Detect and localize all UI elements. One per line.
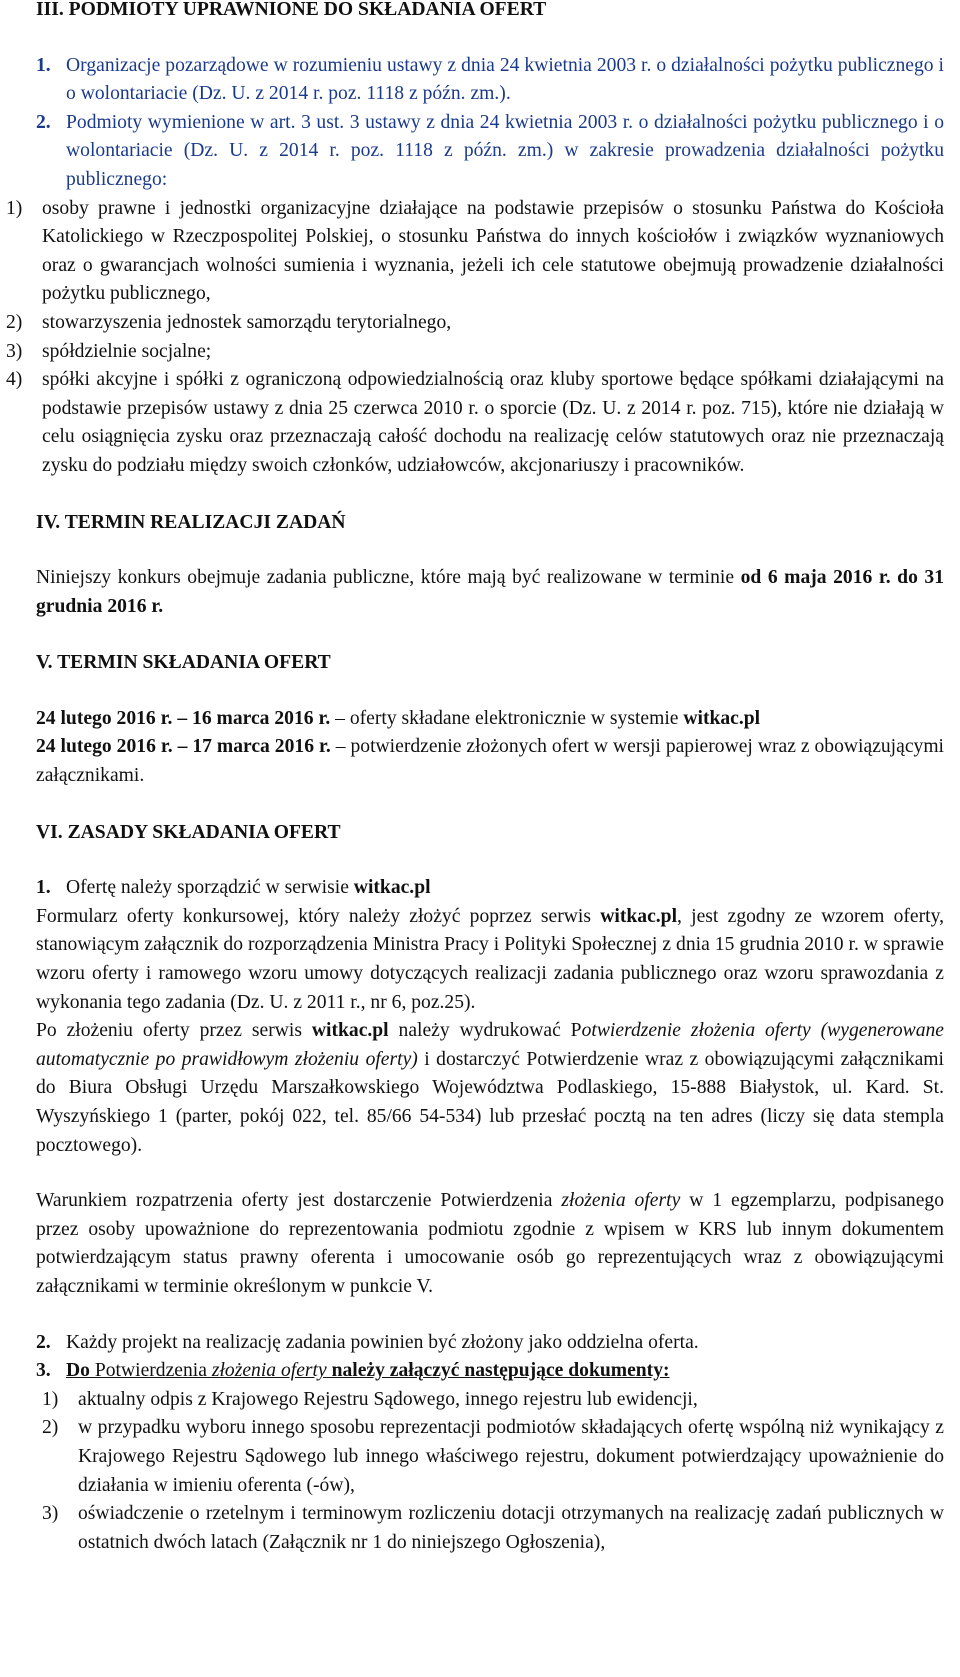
section-6-item-1 [36, 874, 944, 903]
print-paragraph [36, 1017, 944, 1160]
item-text-part: Ofertę należy sporządzić w serwisie [66, 877, 354, 899]
term-dates: od 6 maja 2016 r. do 31 grudnia 2016 r. [36, 567, 944, 617]
subitem-text: aktualny odpis z Krajowego Rejestru Sądowego, innego rejestru lub ewidencji, [78, 1388, 698, 1410]
subitem-text: spółdzielnie socjalne; [42, 340, 212, 362]
site-name: witkac.pl [600, 905, 678, 927]
subitem-text: spółki akcyjne i spółki z ograniczoną odpowiedzialnością oraz kluby sportowe będące spółkami działającymi na podstawie przepisów ustawy z dnia 25 czerwca 2010 r. o sporcie (Dz. U. z 2014 r. poz. 715), które nie działają w celu osiągnięcia zysku oraz przeznaczają całość dochodu na realizację celów statutowych oraz nie przeznaczają zysku do podziału między swoich członków, udziałowców, akcjonariuszy i pracowników. [42, 369, 944, 476]
condition-text-italic: złożenia oferty [561, 1190, 681, 1212]
item-italic: złożenia oferty [211, 1360, 327, 1382]
print-text-italic: otwierdzenie złożenia oferty (wygenerowane automatycznie po prawidłowym złożeniu oferty) [36, 1020, 944, 1070]
section-3-item-1 [36, 52, 944, 109]
item-do: Do [66, 1360, 90, 1382]
item-text [66, 109, 944, 195]
section-3-subitem-2 [6, 309, 944, 338]
item-number: 1. [36, 54, 51, 76]
item-number: 1. [36, 877, 51, 899]
deadline-line-1 [36, 705, 944, 734]
print-text-b: należy wydrukować P [388, 1020, 582, 1042]
deadline-dates: 24 lutego 2016 r. – 17 marca 2016 r. [36, 736, 331, 758]
item-number: 3. [36, 1360, 51, 1382]
section-4-text [36, 564, 944, 621]
term-text: Niniejszy konkurs obejmuje zadania publiczne, które mają być realizowane w terminie [36, 567, 741, 589]
print-text-c: i dostarczyć Potwierdzenie wraz z obowiązującymi załącznikami do Biura Obsługi Urzędu Marszałkowskiego Województwa Podlaskiego, 15-888 Białystok, ul. Kard. St. Wyszyńskiego 1 (parter, pokój 022, tel. 85/66 54-534) lub przesłać pocztą na ten adres (liczy się data stempla pocztowego). [36, 1048, 944, 1156]
item-number: 2. [36, 111, 51, 133]
form-paragraph [36, 903, 944, 1017]
section-6-heading: VI. ZASADY SKŁADANIA OFERT [36, 821, 341, 843]
section-6-item-2 [36, 1329, 944, 1358]
section-3-heading: III. PODMIOTY UPRAWNIONE DO SKŁADANIA OFERT [36, 0, 547, 20]
item-number: 2. [36, 1331, 51, 1353]
print-text-a: Po złożeniu oferty przez serwis [36, 1020, 312, 1042]
document-item-1 [36, 1386, 944, 1415]
deadline-dates: 24 lutego 2016 r. – 16 marca 2016 r. [36, 707, 331, 729]
site-name: witkac.pl [683, 707, 761, 729]
condition-text-b: w 1 egzemplarzu, podpisanego przez osoby upoważnione do reprezentowania podmiotu zgodnie z wpisem w KRS lub innym dokumentem potwierdzającym status prawny oferenta i umocowanie osób go reprezentujących wraz z obowiązującymi załącznikami w terminie określonym w punkcie V. [36, 1190, 945, 1297]
subitem-number: 4) [6, 369, 23, 391]
subitem-number: 3) [6, 340, 23, 362]
deadline-line-2 [36, 733, 944, 790]
subitem-number: 1) [42, 1388, 59, 1410]
subitem-number: 3) [42, 1503, 59, 1525]
subitem-text: stowarzyszenia jednostek samorządu terytorialnego, [42, 311, 452, 333]
document-item-3 [36, 1500, 944, 1557]
subitem-number: 2) [6, 311, 23, 333]
condition-text-a: Warunkiem rozpatrzenia oferty jest dostarczenie Potwierdzenia [36, 1190, 562, 1212]
item-bold: należy załączyć następujące dokumenty: [326, 1360, 670, 1382]
item-text: Organizacje pozarządowe w rozumieniu ustawy z dnia 24 kwietnia 2003 r. o działalności pożytku publicznego i o wolontariacie (Dz. U. z 2014 r. poz. 1118 z późn. zm.). [66, 54, 944, 105]
subitem-number: 1) [6, 197, 23, 219]
subitem-text: w przypadku wyboru innego sposobu reprezentacji podmiotów składających ofertę wspólną niż wynikający z Krajowego Rejestru Sądowego lub innego właściwego rejestru, dokument potwierdzający upoważnienie do działania w imieniu oferenta (-ów), [78, 1417, 944, 1496]
form-text-b: , jest zgodny ze wzorem oferty, stanowiącym załącznik do rozporządzenia Ministra Pracy i Polityki Społecznej z dnia 15 grudnia 2010 r. w sprawie wzoru oferty i ramowego wzoru umowy dotyczących realizacji zadania publicznego oraz wzoru sprawozdania z wykonania tego zadania (Dz. U. z 2011 r., nr 6, poz.25). [36, 905, 944, 1013]
subitem-text: oświadczenie o rzetelnym i terminowym rozliczeniu dotacji otrzymanych na realizację zadań publicznych w ostatnich dwóch latach (Załącznik nr 1 do niniejszego Ogłoszenia), [78, 1503, 944, 1553]
subitem-number: 2) [42, 1417, 59, 1439]
site-name: witkac.pl [353, 877, 431, 899]
deadline-text: – oferty składane elektronicznie w systemie [330, 707, 684, 729]
site-name: witkac.pl [311, 1020, 389, 1042]
item-text [66, 1357, 944, 1386]
document-body [6, 0, 945, 1557]
section-3-subitem-3 [6, 338, 944, 367]
subitem-text: osoby prawne i jednostki organizacyjne działające na podstawie przepisów o stosunku Państwa do Kościoła Katolickiego w Rzeczpospolitej Polskiej, o stosunku Państwa do innych kościołów i związków wyznaniowych oraz o gwarancjach wolności sumienia i wyznania, jeżeli ich cele statutowe obejmują prowadzenie działalności pożytku publicznego, [42, 197, 944, 305]
document-item-2 [36, 1414, 944, 1500]
item-text-part: Podmioty wymienione w art. 3 ust. 3 ustawy z dnia 24 kwietnia 2003 r. o działalności pożytku publicznego i o wolontariacie (Dz. U. z 2014 r. poz. 1118 z późn. zm.) w zakresie prowadzenia działalności pożytku publicznego: [66, 111, 944, 190]
section-3-subitem-4 [6, 366, 944, 480]
section-3-item-2 [36, 109, 944, 195]
section-6-item-3 [36, 1357, 944, 1386]
section-5-heading: V. TERMIN SKŁADANIA OFERT [36, 652, 331, 674]
item-text: Każdy projekt na realizację zadania powinien być złożony jako oddzielna oferta. [66, 1331, 699, 1353]
form-text-a: Formularz oferty konkursowej, który należy złożyć poprzez serwis [36, 905, 601, 927]
section-4-heading: IV. TERMIN REALIZACJI ZADAŃ [36, 511, 346, 533]
item-pot: Potwierdzenia [89, 1360, 212, 1382]
deadline-text: – potwierdzenie złożonych ofert w wersji papierowej wraz z obowiązującymi załącznikami. [36, 736, 945, 787]
section-3-subitem-1 [6, 195, 944, 309]
condition-paragraph [36, 1187, 944, 1301]
item-text [66, 874, 944, 903]
